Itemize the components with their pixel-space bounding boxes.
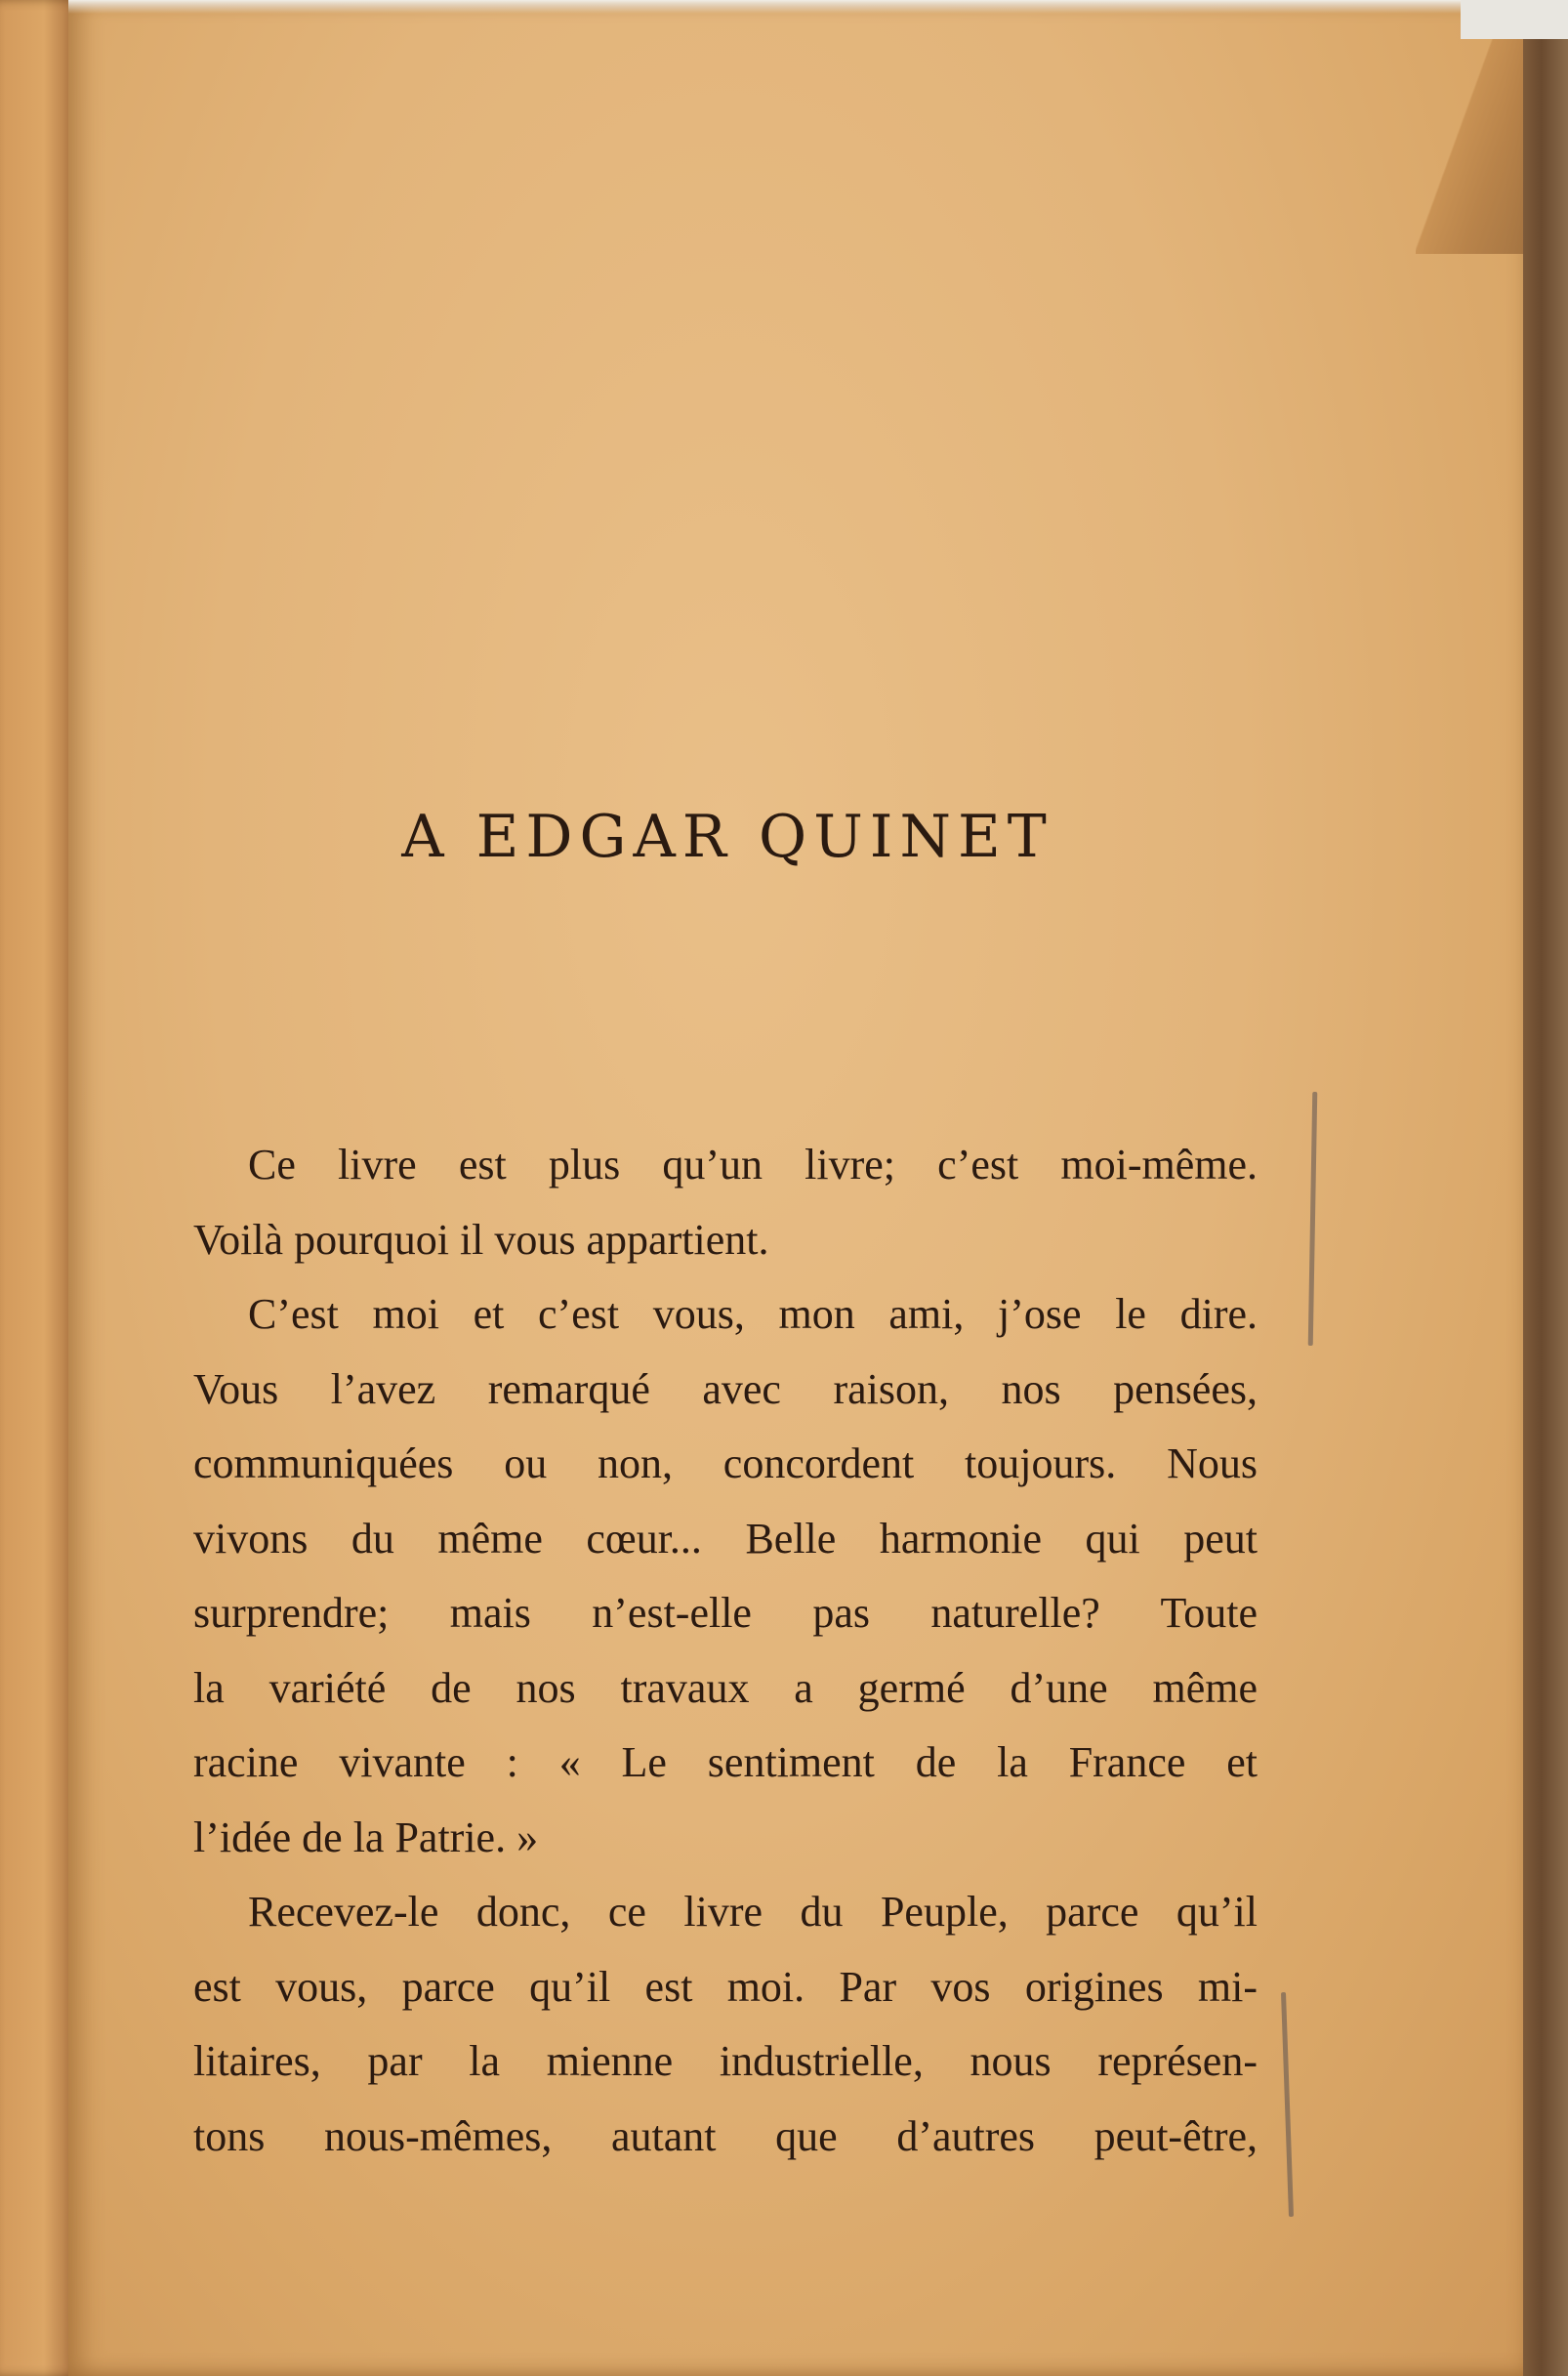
book-binding [1523,0,1568,2376]
text-line: racine vivante : « Le sentiment de la France et [193,1738,1258,1786]
text-line: l’idée de la Patrie. » [193,1813,539,1861]
text-line: communiquées ou non, concordent toujours. Nous [193,1439,1258,1487]
text-line: C’est moi et c’est vous, mon ami, j’ose le dire. [248,1290,1258,1338]
page-top-edge [68,0,1535,14]
text-line: surprendre; mais n’est-elle pas naturelle? Toute [193,1589,1258,1637]
text-line: litaires, par la mienne industrielle, nous représen- [193,2037,1258,2085]
text-line: la variété de nos travaux a germé d’une même [193,1663,1258,1712]
dedication-text [193,1128,1258,2174]
text-line: tons nous-mêmes, autant que d’autres peut-être, [193,2111,1258,2160]
text-line: Voilà pourquoi il vous appartient. [193,1215,769,1264]
text-line: Vous l’avez remarqué avec raison, nos pensées, [193,1364,1258,1413]
text-line: Recevez-le donc, ce livre du Peuple, parce qu’il [248,1888,1258,1936]
text-line: Ce livre est plus qu’un livre; c’est moi-même. [248,1141,1258,1188]
text-line: vivons du même cœur... Belle harmonie qui peut [193,1514,1258,1563]
text-line: est vous, parce qu’il est moi. Par vos origines mi- [193,1962,1258,2011]
page-title: A EDGAR QUINET [401,803,1053,871]
background-strip [1461,0,1568,39]
